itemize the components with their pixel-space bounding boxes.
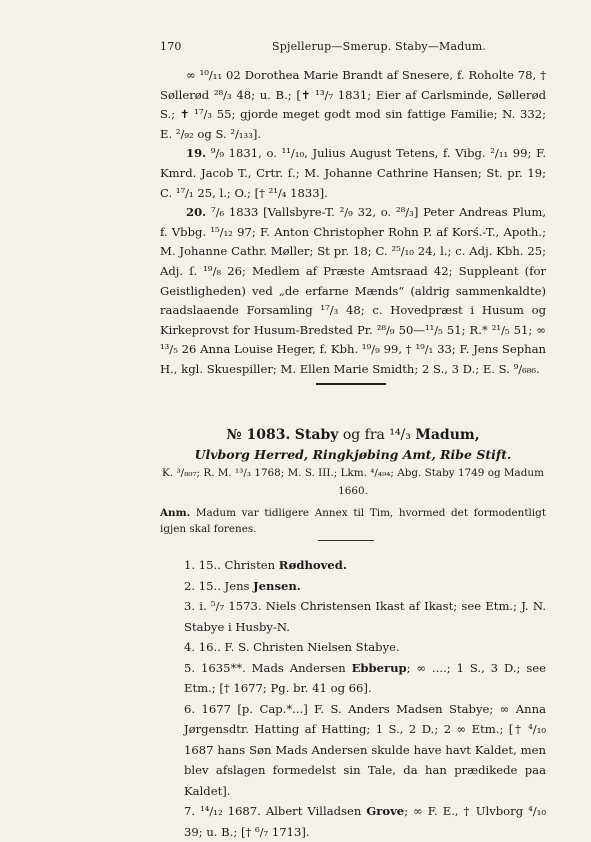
body-text	[160, 66, 546, 380]
paragraph-text: ∞ ¹⁰/₁₁ 02 Dorothea Marie Brandt af Snesere, f. Roholte 78, † Søllerød ²⁸/₃ 48; u. B.; [✝ ¹³/₇ 1831; Eier af Carlsminde, Søllerød S.; ✝ ¹⁷/₃ 55; gjorde meget godt mod sin fattige Familie; N. 332; E. ²/₉₂ og S. ²/₁₃₃].	[160, 68, 546, 141]
list-item-number: 2.	[184, 578, 196, 593]
page-number: 170	[160, 40, 182, 53]
section-divider	[316, 383, 386, 385]
list-item-tail: ; ∞ ....; 1 S., 3 D.; see Etm.; [† 1677; Pg. br. 41 og 66].	[184, 660, 547, 695]
list-item	[160, 699, 546, 802]
paragraph-text: ⁷/₆ 1833 [Vallsbyre-T. ²/₉ 32, o. ²⁸/₃] Peter Andreas Plum, f. Vbbg. ¹⁵/₁₂ 97; F. Anton Christopher Rohn P. af Korś.-T., Apoth.; M. Johanne Cathr. Møller; St pr. 18; C. ²⁵/₁₀ 24, l.; c. Adj. Kbh. 25; Adj. ſ. ¹⁹/₈ 26; Medlem af Præste Amtsraad 42; Suppleant (for Geistligheden) ved „de erfarne Mænds“ (aldrig sammenkaldte) raadslaaende Forsamling ¹⁷/₃ 48; c. Hovedpræst i Husum og Kirkeprovst for Husum-Bredsted Pr. ²⁸/₉ 50—¹¹/₅ 51; R.* ²¹/₅ 51; ∞ ¹³/₅ 26 Anna Louise Heger, f. Kbh. ¹⁹/₉ 99, † ¹⁹/₁ 33; F. Jens Sephan H., kgl. Skuespiller; M. Ellen Marie Smidth; 2 S., 3 D.; E. S. ⁹/₆₈₆.	[160, 205, 547, 376]
list-item-number: 5.	[184, 660, 196, 675]
entry-subtitle: Ulvborg Herred, Ringkjøbing Amt, Ribe Stift.	[194, 447, 512, 462]
running-head-text: Spjellerup—Smerup. Staby—Madum.	[272, 40, 487, 53]
list-item-number: 7.	[184, 804, 196, 818]
list-item	[160, 576, 546, 597]
list-item-number: 4.	[184, 640, 196, 654]
list-item-surname: Jensen.	[253, 578, 301, 593]
entry-place-name: Staby	[294, 427, 339, 443]
list-item-number: 1.	[184, 558, 196, 572]
paragraph-text: ⁹/₉ 1831, o. ¹¹/₁₀, Julius August Tetens, f. Vibg. ²/₁₁ 99; F. Kmrd. Jacob T., Crtr. ſ.; M. Johanne Cathrine Hansen; St. pr. 19; C. ¹⁷/₁ 25, l.; O.; [† ²¹/₄ 1833].	[160, 146, 546, 200]
paragraph-number: 19.	[186, 146, 207, 161]
list-item	[160, 596, 546, 637]
note-text: Madum var tidligere Annex til Tim, hvormed det formodentligt igjen skal forenes.	[160, 507, 546, 535]
list-item-surname: Rødhoved.	[278, 558, 347, 572]
running-head	[160, 40, 542, 56]
list-item	[160, 801, 546, 842]
list-item-text: i. ⁵/₇ 1573. Niels Christensen Ikast af Ikast; see Etm.; J. N. Stabye i Husby-N.	[184, 599, 546, 634]
paragraph-19	[160, 144, 546, 203]
list-item-surname: Ebberup	[351, 660, 407, 675]
list-item-tail: ; ∞ F. E., † Ulvborg ⁴/₁₀ 39; u. B.; [† ⁶/₇ 1713].	[184, 804, 546, 839]
paragraph-continued	[160, 66, 546, 144]
list-item-surname: Grove	[366, 804, 405, 818]
list-item-text: 1635**. Mads Andersen	[200, 660, 352, 675]
entry-references: K. ³/₈₀₇; R. M. ¹³/₃ 1768; M. S. III.; Lkm. ⁴/₄₉₄; Abg. Staby 1749 og Madum 1660.	[162, 467, 544, 497]
list-item	[160, 658, 546, 699]
entry-number: № 1083.	[226, 427, 291, 443]
list-item	[160, 555, 546, 576]
list-item	[160, 637, 546, 658]
list-item-text: 15.. Jens	[198, 578, 254, 593]
list-item-number: 6.	[184, 701, 196, 716]
short-divider	[318, 540, 374, 541]
paragraph-20	[160, 203, 546, 379]
entry-second-place: Madum,	[415, 427, 480, 443]
entry-title-mid: og fra ¹⁴/₃	[338, 427, 416, 443]
entry-title	[160, 424, 546, 446]
list-item-text: 16.. F. S. Christen Nielsen Stabye.	[198, 640, 400, 654]
list-item-text: ¹⁴/₁₂ 1687. Albert Villadsen	[200, 804, 367, 818]
note-label: Anm.	[160, 507, 191, 519]
list-item-number: 3.	[184, 599, 196, 613]
list-item-text: 1677 [p. Cap.*...] F. S. Anders Madsen Stabye; ∞ Anna Jørgensdtr. Hatting af Hatting; 1 S., 2 D.; 2 ∞ Etm.; [† ⁴/₁₀ 1687 hans Søn Mads Andersen skulde have havt Kaldet, men blev afslagen formedelst sin Tale, da han prædikede paa Kaldet].	[184, 701, 546, 798]
entry-heading	[160, 424, 546, 500]
priest-list	[160, 555, 546, 842]
note	[160, 505, 546, 537]
list-item-text: 15.. Christen	[198, 558, 279, 572]
paragraph-number: 20.	[186, 205, 207, 220]
